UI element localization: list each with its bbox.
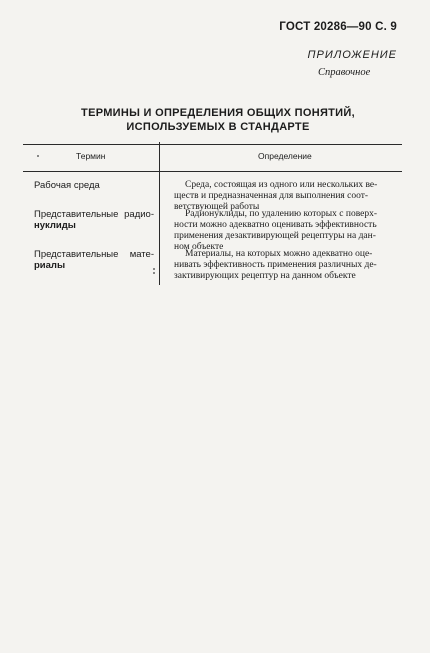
table-column-divider xyxy=(159,142,160,285)
column-header-term: Термин xyxy=(76,151,106,161)
appendix-label: ПРИЛОЖЕНИЕ xyxy=(307,49,397,61)
definition-line: нивать эффективность применения различных де- xyxy=(174,260,377,270)
term-line: нуклиды xyxy=(34,220,76,231)
definition-line: ветствующей работы xyxy=(174,202,260,212)
term-line: Представительные радио- xyxy=(34,209,154,220)
term-line: Представительные мате- xyxy=(34,249,154,260)
scan-speck xyxy=(37,155,39,157)
scan-speck xyxy=(153,272,155,274)
term-line: риалы xyxy=(34,260,66,271)
document-title xyxy=(40,106,396,134)
definition-line: Среда, состоящая из одного или нескольких ве- xyxy=(185,180,378,190)
definition-line: ном объекте xyxy=(174,242,224,252)
appendix-type: Справочное xyxy=(318,67,371,78)
definition-line: Радионуклиды, по удалению которых с поверх- xyxy=(185,209,378,219)
column-header-definition: Определение xyxy=(258,151,312,161)
definition-line: ществ и предназначенная для выполнения соот- xyxy=(174,191,369,201)
table-top-rule xyxy=(23,144,402,145)
page-header: ГОСТ 20286—90 С. 9 xyxy=(279,21,397,33)
definition-line: ности можно адекватно оценивать эффективность xyxy=(174,220,377,230)
term-line: Рабочая среда xyxy=(34,180,100,191)
definition-cell xyxy=(174,209,398,253)
definition-line: Материалы, на которых можно адекватно оце- xyxy=(185,249,373,259)
term-cell xyxy=(34,209,154,231)
term-cell xyxy=(34,249,154,271)
scan-speck xyxy=(153,268,155,270)
term-cell xyxy=(34,180,154,191)
definition-line: применения дезактивирующей рецептуры на дан- xyxy=(174,231,376,241)
title-line-2: ИСПОЛЬЗУЕМЫХ В СТАНДАРТЕ xyxy=(126,121,310,133)
definition-line: зактивирующих рецептур на данном объекте xyxy=(174,271,356,281)
table-header-rule xyxy=(23,171,402,172)
definition-cell xyxy=(174,249,398,282)
title-line-1: ТЕРМИНЫ И ОПРЕДЕЛЕНИЯ ОБЩИХ ПОНЯТИЙ, xyxy=(81,107,355,119)
